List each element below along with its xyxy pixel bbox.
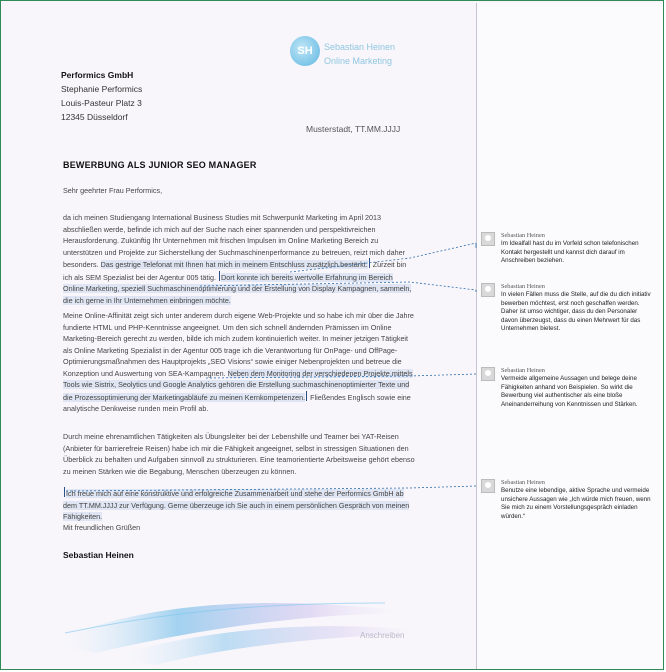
comment-text: Benutze eine lebendige, aktive Sprache und vermeide unsichere Aussagen wie „Ich würde mich freuen, wenn Sie mich zu einem Vorstellungsgespräch einladen würden.“ bbox=[501, 487, 651, 520]
comment-anchor-4 bbox=[64, 487, 65, 497]
footer-label: Anschreiben bbox=[360, 631, 405, 640]
logo-name: Sebastian Heinen bbox=[324, 42, 396, 52]
commented-text-2[interactable]: Dort konnte ich bereits wertvolle Erfahrung im Bereich Online Marketing, speziell Suchmaschinenoptimierung und der Erstellung von Display Kampagnen, sammeln, die ich gerne in Ihr Unternehmen einbringen möchte. bbox=[63, 272, 412, 305]
comment-anchor-1 bbox=[369, 258, 370, 268]
comment-3[interactable] bbox=[479, 367, 657, 423]
paragraph-2-text-a: Meine Online-Affinität zeigt sich unter anderem durch eigene Web-Projekte und so habe ich mir über die Jahre fundierte HTML und PHP-Kenntnisse angeeignet. Um den sich schnell ändernden Prämissen im Online Marketing-Bereich gerecht zu werden, bilde ich mich zudem kontinuierlich weiter. In meiner jetzigen Tätigkeit als Online Marketing Spezialist in der Agentur 005 trage ich die Verantwortung für OnPage- und OffPage-Optimierungsmaßnahmen des Hauptprojekts „SEO Visions“ sowie einiger Nebenprojekten und betreue die Konzeption und Auswertung von SEA-Kampagnen. bbox=[63, 311, 414, 378]
salutation: Sehr geehrter Frau Performics, bbox=[63, 186, 163, 195]
paragraph-4 bbox=[63, 487, 415, 523]
recipient-street: Louis-Pasteur Platz 3 bbox=[61, 98, 142, 108]
comment-anchor-2 bbox=[219, 271, 220, 281]
comment-author: Sebastian Heinen bbox=[501, 283, 545, 290]
recipient-address bbox=[61, 68, 142, 124]
comment-author: Sebastian Heinen bbox=[501, 479, 545, 486]
paragraph-1-text-a: da ich meinen Studiengang International Business Studies mit Schwerpunkt Marketing im April 2013 abschließen werde, befinde ich mich auf der Suche nach einer spannenden und perspektivreichen Herausforderung. Zukünftig Ihr Unternehmen mit frischen Impulsen im Online Marketing Bereich zu unterstützen und Projekte zur Sicherstellung der Suchmaschinenperformance zu betreuen, reizt mich daher besonders. bbox=[63, 213, 405, 269]
comment-text: Vermeide allgemeine Aussagen und belege deine Fähigkeiten anhand von Beispielen. So wirkt die Bewerbung viel authentischer als eine bloße Aneinanderreihung von Kenntnissen und Stärken. bbox=[501, 375, 638, 408]
commented-text-1[interactable]: Das gestrige Telefonat mit Ihnen hat mich in meinem Entschluss zusätzlich bestärkt. bbox=[100, 260, 368, 269]
user-avatar-icon bbox=[481, 367, 495, 381]
comment-anchor-3 bbox=[306, 391, 307, 401]
logo-initials: SH bbox=[297, 45, 313, 57]
closing: Mit freundlichen Grüßen bbox=[63, 523, 141, 532]
letter-subject: BEWERBUNG ALS JUNIOR SEO MANAGER bbox=[63, 160, 257, 170]
user-avatar-icon bbox=[481, 283, 495, 297]
comment-text: In vielen Fällen muss die Stelle, auf die du dich initiativ bewerben möchtest, erst noch geschaffen werden. Daher ist umso wichtiger, dass du den Personaler davon überzeugst, dass du einen Mehrwert für das Unternehmen bietest. bbox=[501, 291, 651, 333]
paragraph-2 bbox=[63, 310, 415, 415]
comment-text: Im Idealfall hast du im Vorfeld schon telefonischen Kontakt hergestellt und kannst dich darauf im Anschreiben beziehen. bbox=[501, 240, 639, 265]
paragraph-2-text-b: Fließendes Englisch sowie eine analytische Denkweise runden mein Profil ab. bbox=[63, 392, 411, 413]
user-avatar-icon bbox=[481, 232, 495, 246]
decorative-waves bbox=[5, 573, 477, 670]
recipient-city: 12345 Düsseldorf bbox=[61, 112, 128, 122]
comment-1[interactable] bbox=[479, 232, 657, 276]
logo-subtitle: Online Marketing bbox=[324, 56, 393, 66]
user-avatar-icon bbox=[481, 479, 495, 493]
commented-text-4[interactable]: Ich freue mich auf eine konstruktive und erfolgreiche Zusammenarbeit und stehe der Performics GmbH ab dem TT.MM.JJJJ zur Verfügung. Gerne überzeuge ich Sie auch in einem persönlichen Gespräch von meinen Fähigkeiten. bbox=[63, 489, 410, 521]
comment-4[interactable] bbox=[479, 479, 657, 527]
signature: Sebastian Heinen bbox=[63, 550, 134, 560]
comment-2[interactable] bbox=[479, 283, 657, 343]
comment-author: Sebastian Heinen bbox=[501, 367, 545, 374]
paragraph-1-text-b: Zurzeit bin ich als SEM Spezialist bei der Agentur 005 tätig. bbox=[63, 260, 407, 282]
paragraph-3: Durch meine ehrenamtlichen Tätigkeiten als Übungsleiter bei der Lebenshilfe und Teamer bei YAT-Reisen (Anbieter für barrierefreie Reisen) habe ich mir die Fähigkeit angeeignet, selbst in stressigen Situationen den Überblick zu behalten und Aufgaben sinnvoll zu strukturieren. Eine teamorientierte Arbeitsweise gehört ebenso zu meinen Stärken wie die Begabung, Menschen überzeugen zu können. bbox=[63, 432, 415, 476]
recipient-company: Performics GmbH bbox=[61, 70, 134, 80]
comment-author: Sebastian Heinen bbox=[501, 232, 545, 239]
place-date: Musterstadt, TT.MM.JJJJ bbox=[306, 124, 401, 134]
commented-text-3[interactable]: Neben dem Monitoring der verschiedenen Projekte mittels Tools wie Sistrix, Seolytics und Google Analytics gehören die Erstellung suchmaschinenoptimierter Texte und die Prozessoptimierung der Marketingabläufe zu meinen Kernkompetenzen. bbox=[63, 368, 413, 402]
paragraph-1 bbox=[63, 212, 415, 306]
recipient-contact: Stephanie Performics bbox=[61, 84, 143, 94]
logo-icon bbox=[290, 36, 320, 66]
